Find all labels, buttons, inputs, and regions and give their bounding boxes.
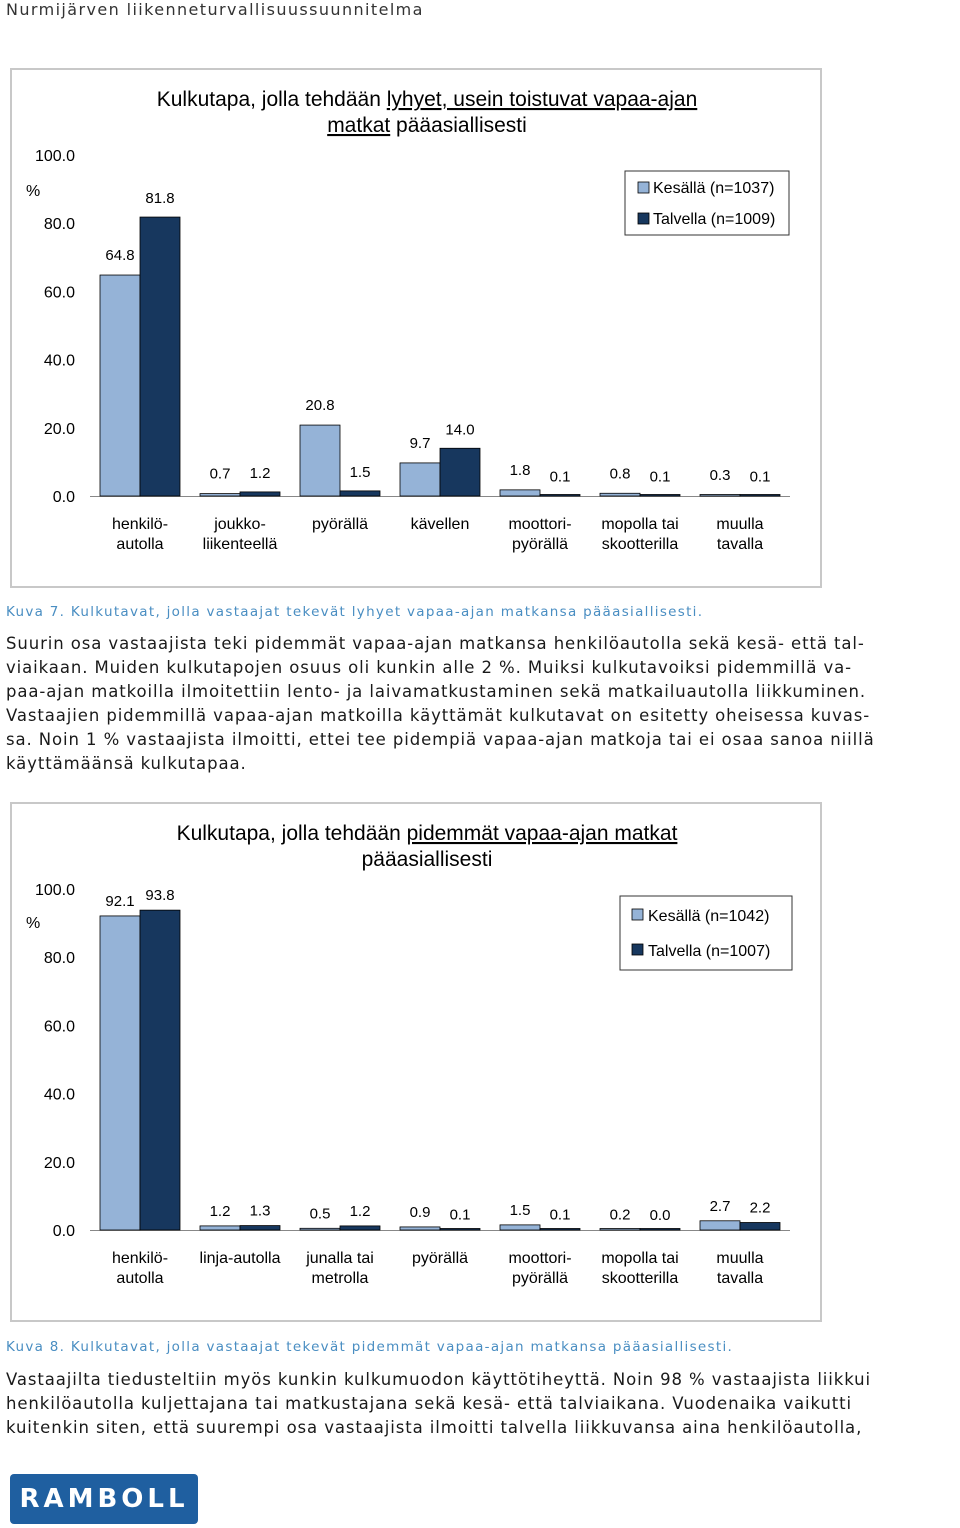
paragraph-line: Vastaajien pidemmillä vapaa-ajan matkoilla käyttämät kulkutavat on esitetty oheisessa kuvas- xyxy=(6,706,871,725)
bar-winter xyxy=(440,448,480,496)
chart-title-line1: Kulkutapa, jolla tehdään pidemmät vapaa-ajan matkat xyxy=(176,822,678,845)
category-label: pyörällä xyxy=(511,1270,569,1287)
y-tick-label: 40.0 xyxy=(43,1086,75,1104)
data-label: 0.1 xyxy=(649,468,671,486)
figure-caption-7 xyxy=(6,604,703,620)
data-label: 1.2 xyxy=(249,464,271,482)
category-label: mopolla tai xyxy=(601,516,679,533)
category-label: joukko- xyxy=(214,516,266,533)
data-label: 1.5 xyxy=(349,463,371,481)
bar-winter xyxy=(540,1229,580,1231)
category-label: autolla xyxy=(116,536,164,553)
y-tick-label: 0.0 xyxy=(52,489,75,506)
body-paragraph-2 xyxy=(6,1368,956,1440)
bar-summer xyxy=(200,1226,240,1230)
data-label: 1.2 xyxy=(349,1202,371,1220)
y-tick-label: 100.0 xyxy=(34,148,75,165)
bar-winter xyxy=(140,217,180,496)
category-label: henkilö- xyxy=(111,1250,169,1267)
data-label: 93.8 xyxy=(145,887,175,905)
data-label: 0.1 xyxy=(549,468,571,486)
category-label: henkilö- xyxy=(111,516,169,533)
chart-short-trips-svg xyxy=(12,70,820,586)
chart-title-line1: Kulkutapa, jolla tehdään lyhyet, usein toistuvat vapaa-ajan xyxy=(156,88,698,111)
bar-summer xyxy=(700,1221,740,1230)
paragraph-line: viaikaan. Muiden kulkutapojen osuus oli kunkin alle 2 %. Muiksi kulkutavoiksi pidemmillä va- xyxy=(6,658,853,677)
data-label: 0.0 xyxy=(649,1207,671,1224)
bar-summer xyxy=(100,916,140,1230)
y-tick-label: 80.0 xyxy=(43,950,75,968)
data-label: 20.8 xyxy=(305,397,335,415)
y-axis-unit: % xyxy=(26,183,41,200)
category-label: moottori- xyxy=(508,1250,572,1267)
data-label: 92.1 xyxy=(105,892,135,910)
bar-summer xyxy=(300,425,340,496)
bar-summer xyxy=(500,490,540,496)
y-tick-label: 20.0 xyxy=(43,1154,75,1172)
bar-winter xyxy=(740,495,780,497)
paragraph-line: Vastaajilta tiedusteltiin myös kunkin kulkumuodon käyttötiheyttä. Noin 98 % vastaajista liikkui xyxy=(6,1370,872,1389)
data-label: 14.0 xyxy=(445,421,475,439)
category-label: muulla xyxy=(716,1250,764,1267)
caption-text: Kulkutavat, jolla vastaajat tekevät pidemmät vapaa-ajan matkansa pääasiallisesti. xyxy=(65,1339,734,1355)
data-label: 0.1 xyxy=(749,468,771,486)
bar-winter xyxy=(440,1229,480,1231)
data-label: 64.8 xyxy=(105,247,135,265)
chart-long-trips xyxy=(10,802,822,1322)
bar-winter xyxy=(240,492,280,496)
bar-summer xyxy=(500,1225,540,1230)
legend-swatch-winter xyxy=(638,213,649,224)
data-label: 0.5 xyxy=(309,1205,331,1223)
chart-title-line2: pääasiallisesti xyxy=(361,848,493,871)
bar-winter xyxy=(640,1229,680,1231)
legend-swatch-summer xyxy=(638,182,649,193)
category-label: skootterilla xyxy=(601,536,679,553)
ramboll-logo: RAMBOLL xyxy=(10,1474,198,1524)
category-label: moottori- xyxy=(508,516,572,533)
legend-label-winter: Talvella (n=1009) xyxy=(653,211,776,228)
y-tick-label: 100.0 xyxy=(34,882,75,899)
data-label: 0.2 xyxy=(609,1206,631,1224)
y-tick-label: 60.0 xyxy=(43,1018,75,1036)
bar-winter xyxy=(340,1226,380,1230)
caption-text: Kulkutavat, jolla vastaajat tekevät lyhyet vapaa-ajan matkansa pääasiallisesti. xyxy=(65,604,704,620)
category-label: mopolla tai xyxy=(601,1250,679,1267)
bar-summer xyxy=(300,1228,340,1230)
y-tick-label: 80.0 xyxy=(43,216,75,234)
bar-winter xyxy=(540,495,580,497)
body-paragraph-1 xyxy=(6,632,956,776)
paragraph-line: kuitenkin siten, että suurempi osa vastaajista ilmoitti talvella liikkuvansa aina henkilöautolla, xyxy=(6,1418,863,1437)
legend-label-winter: Talvella (n=1007) xyxy=(648,943,771,960)
y-axis-unit: % xyxy=(26,915,41,932)
legend-label-summer: Kesällä (n=1042) xyxy=(648,908,770,925)
legend-swatch-winter xyxy=(632,944,643,955)
data-label: 1.8 xyxy=(509,461,531,479)
bar-summer xyxy=(400,463,440,496)
data-label: 0.9 xyxy=(409,1203,431,1221)
bar-summer xyxy=(100,275,140,496)
legend xyxy=(625,171,789,235)
y-tick-label: 60.0 xyxy=(43,284,75,302)
chart-long-trips-svg xyxy=(12,804,820,1320)
figure-caption-8 xyxy=(6,1339,733,1355)
category-label: metrolla xyxy=(311,1270,369,1287)
chart-title-line2: matkat pääasiallisesti xyxy=(327,114,527,137)
data-label: 0.8 xyxy=(609,465,631,483)
bar-winter xyxy=(740,1222,780,1230)
bar-summer xyxy=(400,1227,440,1230)
category-label: autolla xyxy=(116,1270,164,1287)
category-label: tavalla xyxy=(716,1270,764,1287)
chart-short-trips xyxy=(10,68,822,588)
document-header: Nurmijärven liikenneturvallisuussuunnitelma xyxy=(6,0,424,19)
data-label: 1.5 xyxy=(509,1201,531,1219)
data-label: 0.7 xyxy=(209,465,231,483)
data-label: 9.7 xyxy=(409,434,431,452)
category-label: junalla tai xyxy=(306,1250,374,1267)
data-label: 1.3 xyxy=(249,1202,271,1220)
data-label: 0.1 xyxy=(449,1206,471,1224)
bar-winter xyxy=(140,910,180,1230)
paragraph-line: Suurin osa vastaajista teki pidemmät vapaa-ajan matkansa henkilöautolla sekä kesä- että tal- xyxy=(6,634,865,653)
category-label: pyörällä xyxy=(511,536,569,553)
category-label: pyörällä xyxy=(311,516,369,533)
bar-summer xyxy=(600,493,640,496)
data-label: 81.8 xyxy=(145,190,175,208)
paragraph-line: paa-ajan matkoilla ilmoitettiin lento- ja laivamatkustaminen sekä matkailuautolla liikkuminen. xyxy=(6,682,867,701)
y-tick-label: 20.0 xyxy=(43,420,75,438)
bar-summer xyxy=(200,494,240,496)
data-label: 2.7 xyxy=(709,1197,731,1215)
data-label: 1.2 xyxy=(209,1202,231,1220)
bar-summer xyxy=(600,1229,640,1231)
category-label: pyörällä xyxy=(411,1250,469,1267)
paragraph-line: käyttämäänsä kulkutapaa. xyxy=(6,754,247,773)
bar-winter xyxy=(640,495,680,497)
data-label: 2.2 xyxy=(749,1199,771,1217)
category-label: skootterilla xyxy=(601,1270,679,1287)
legend-swatch-summer xyxy=(632,909,643,920)
legend xyxy=(620,896,792,970)
y-tick-label: 40.0 xyxy=(43,352,75,370)
bar-winter xyxy=(340,491,380,496)
category-label: muulla xyxy=(716,516,764,533)
caption-label: Kuva 7. xyxy=(6,604,66,620)
category-label: linja-autolla xyxy=(199,1250,281,1267)
data-label: 0.1 xyxy=(549,1206,571,1224)
paragraph-line: henkilöautolla kuljettajana tai matkustajana sekä kesä- että talviaikana. Vuodenaika vaikutti xyxy=(6,1394,852,1413)
paragraph-line: sa. Noin 1 % vastaajista ilmoitti, ettei tee pidempiä vapaa-ajan matkoja tai ei osaa sanoa niillä xyxy=(6,730,875,749)
bar-summer xyxy=(700,495,740,497)
legend-label-summer: Kesällä (n=1037) xyxy=(653,180,775,197)
category-label: liikenteellä xyxy=(202,536,278,553)
y-tick-label: 0.0 xyxy=(52,1223,75,1240)
caption-label: Kuva 8. xyxy=(6,1339,66,1355)
category-label: kävellen xyxy=(410,516,470,533)
data-label: 0.3 xyxy=(709,466,731,484)
category-label: tavalla xyxy=(716,536,764,553)
bar-winter xyxy=(240,1226,280,1230)
